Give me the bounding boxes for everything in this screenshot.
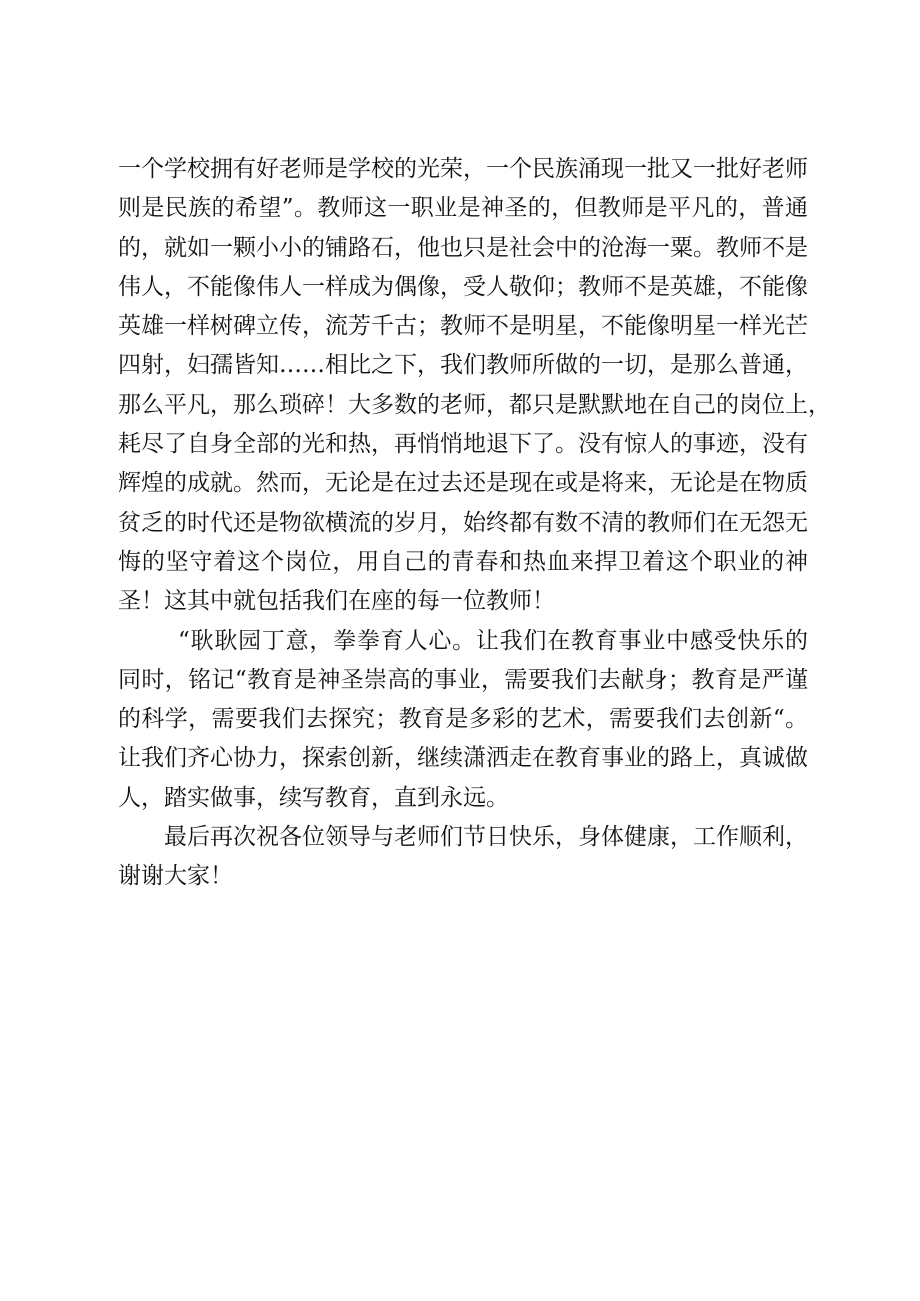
text-line: 的，就如一颗小小的铺路石，他也只是社会中的沧海一粟。教师不是 (118, 234, 808, 261)
text-line: 贫乏的时代还是物欲横流的岁月，始终都有数不清的教师们在无怨无 (118, 509, 808, 536)
text-line: 一个学校拥有好老师是学校的光荣，一个民族涌现一批又一批好老师 (118, 156, 808, 182)
text-line: 那么平凡，那么琐碎！大多数的老师，都只是默默地在自己的岗位上， (118, 391, 831, 418)
text-line: 耗尽了自身全部的光和热，再悄悄地退下了。没有惊人的事迹，没有 (118, 431, 808, 458)
text-line: 谢谢大家！ (118, 863, 233, 890)
text-line: 悔的坚守着这个岗位，用自己的青春和热血来捍卫着这个职业的神 (118, 548, 808, 575)
text-line: 四射，妇孺皆知……相比之下，我们教师所做的一切，是那么普通， (118, 352, 808, 379)
paragraph-first-line: “耿耿园丁意，拳拳育人心。让我们在教育事业中感受快乐的 (178, 627, 808, 654)
text-line: 则是民族的希望”。教师这一职业是神圣的，但教师是平凡的，普通 (118, 195, 808, 222)
text-line: 辉煌的成就。然而，无论是在过去还是现在或是将来，无论是在物质 (118, 470, 808, 497)
text-line: 伟人，不能像伟人一样成为偶像，受人敬仰；教师不是英雄，不能像 (118, 273, 808, 300)
paragraph-first-line: 最后再次祝各位领导与老师们节日快乐，身体健康，工作顺利， (164, 824, 808, 851)
text-line: 的科学，需要我们去探究；教育是多彩的艺术，需要我们去创新“。 (118, 706, 808, 733)
text-line: 英雄一样树碑立传，流芳千古；教师不是明星，不能像明星一样光芒 (118, 313, 808, 340)
text-line: 同时，铭记“教育是神圣崇高的事业，需要我们去献身；教育是严谨 (118, 666, 808, 693)
text-line: 圣！这其中就包括我们在座的每一位教师！ (118, 588, 555, 615)
text-line: 人，踏实做事，续写教育，直到永远。 (118, 784, 509, 811)
text-line: 让我们齐心协力，探索创新，继续潇洒走在教育事业的路上，真诚做 (118, 745, 808, 772)
document-body (118, 150, 831, 897)
